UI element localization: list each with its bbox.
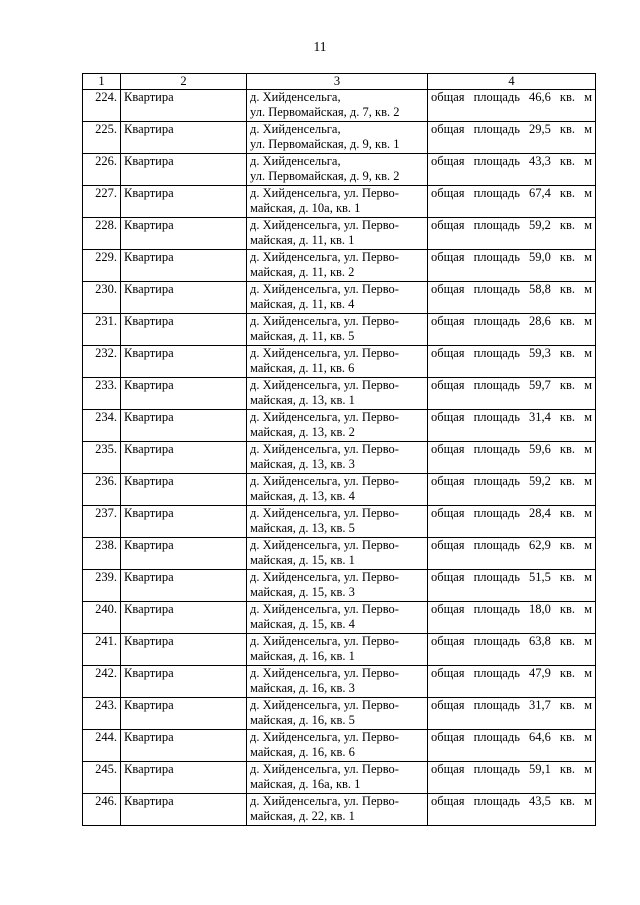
address-line: д. Хийденсельга, ул. Перво- [250,282,399,296]
address-line: ул. Первомайская, д. 9, кв. 1 [250,136,400,151]
row-number: 228. [83,218,121,250]
property-address [247,378,428,410]
property-area: общая площадь 59,7 кв. м [428,378,596,410]
property-area: общая площадь 64,6 кв. м [428,730,596,762]
address-line: майская, д. 11, кв. 2 [250,264,355,279]
property-area: общая площадь 31,4 кв. м [428,410,596,442]
property-type: Квартира [121,538,247,570]
property-area: общая площадь 59,0 кв. м [428,250,596,282]
column-header-area: 4 [428,74,596,90]
property-area: общая площадь 29,5 кв. м [428,122,596,154]
property-area: общая площадь 47,9 кв. м [428,666,596,698]
table-row [83,698,596,730]
row-number: 238. [83,538,121,570]
property-type: Квартира [121,666,247,698]
column-header-number: 1 [83,74,121,90]
address-line: майская, д. 13, кв. 5 [250,520,355,535]
property-address [247,410,428,442]
table-row [83,282,596,314]
address-line: майская, д. 15, кв. 1 [250,552,355,567]
table-row [83,186,596,218]
address-line: майская, д. 16, кв. 1 [250,648,355,663]
address-line: д. Хийденсельга, [250,90,341,104]
row-number: 240. [83,602,121,634]
page-number: 11 [313,39,327,54]
property-area: общая площадь 59,6 кв. м [428,442,596,474]
address-line: д. Хийденсельга, ул. Перво- [250,218,399,232]
address-line: майская, д. 16, кв. 5 [250,712,355,727]
column-header-type: 2 [121,74,247,90]
property-type: Квартира [121,410,247,442]
address-line: ул. Первомайская, д. 7, кв. 2 [250,104,400,119]
property-address [247,122,428,154]
property-address [247,506,428,538]
address-line: майская, д. 16, кв. 3 [250,680,355,695]
property-area: общая площадь 62,9 кв. м [428,538,596,570]
property-type: Квартира [121,506,247,538]
address-line: д. Хийденсельга, ул. Перво- [250,314,399,328]
table-row [83,634,596,666]
address-line: майская, д. 11, кв. 1 [250,232,355,247]
property-address [247,762,428,794]
table-row [83,538,596,570]
property-address [247,346,428,378]
property-address [247,218,428,250]
property-address [247,90,428,122]
table-row [83,762,596,794]
table-row [83,570,596,602]
property-address [247,442,428,474]
property-type: Квартира [121,346,247,378]
property-area: общая площадь 59,1 кв. м [428,762,596,794]
property-type: Квартира [121,602,247,634]
row-number: 242. [83,666,121,698]
address-line: д. Хийденсельга, ул. Перво- [250,506,399,520]
address-line: майская, д. 13, кв. 1 [250,392,355,407]
property-address [247,570,428,602]
row-number: 236. [83,474,121,506]
address-line: майская, д. 11, кв. 6 [250,360,355,375]
address-line: майская, д. 16, кв. 6 [250,744,355,759]
property-address [247,730,428,762]
row-number: 234. [83,410,121,442]
property-address [247,666,428,698]
property-area: общая площадь 28,4 кв. м [428,506,596,538]
property-area: общая площадь 46,6 кв. м [428,90,596,122]
row-number: 243. [83,698,121,730]
property-area: общая площадь 18,0 кв. м [428,602,596,634]
row-number: 229. [83,250,121,282]
row-number: 241. [83,634,121,666]
address-line: д. Хийденсельга, ул. Перво- [250,378,399,392]
table-row [83,602,596,634]
property-type: Квартира [121,90,247,122]
property-type: Квартира [121,698,247,730]
table-row [83,410,596,442]
address-line: д. Хийденсельга, ул. Перво- [250,346,399,360]
property-area: общая площадь 43,5 кв. м [428,794,596,826]
row-number: 225. [83,122,121,154]
property-type: Квартира [121,474,247,506]
property-address [247,602,428,634]
property-type: Квартира [121,762,247,794]
column-header-address: 3 [247,74,428,90]
address-line: майская, д. 15, кв. 3 [250,584,355,599]
property-area: общая площадь 59,3 кв. м [428,346,596,378]
address-line: д. Хийденсельга, ул. Перво- [250,442,399,456]
address-line: д. Хийденсельга, ул. Перво- [250,698,399,712]
address-line: д. Хийденсельга, ул. Перво- [250,570,399,584]
property-type: Квартира [121,122,247,154]
property-address [247,474,428,506]
row-number: 239. [83,570,121,602]
address-line: д. Хийденсельга, ул. Перво- [250,730,399,744]
address-line: д. Хийденсельга, ул. Перво- [250,762,399,776]
table-row [83,90,596,122]
address-line: д. Хийденсельга, ул. Перво- [250,666,399,680]
property-type: Квартира [121,154,247,186]
address-line: д. Хийденсельга, ул. Перво- [250,794,399,808]
row-number: 246. [83,794,121,826]
address-line: д. Хийденсельга, ул. Перво- [250,410,399,424]
property-address [247,314,428,346]
property-table [82,73,596,826]
row-number: 224. [83,90,121,122]
property-area: общая площадь 59,2 кв. м [428,218,596,250]
address-line: майская, д. 13, кв. 4 [250,488,355,503]
address-line: д. Хийденсельга, ул. Перво- [250,474,399,488]
row-number: 226. [83,154,121,186]
address-line: д. Хийденсельга, [250,154,341,168]
property-type: Квартира [121,186,247,218]
table-row [83,442,596,474]
table-row [83,218,596,250]
table-row [83,346,596,378]
table-row [83,122,596,154]
row-number: 227. [83,186,121,218]
property-address [247,698,428,730]
table-row [83,730,596,762]
table-row [83,474,596,506]
address-line: д. Хийденсельга, ул. Перво- [250,250,399,264]
row-number: 237. [83,506,121,538]
property-type: Квартира [121,794,247,826]
address-line: д. Хийденсельга, ул. Перво- [250,634,399,648]
property-area: общая площадь 31,7 кв. м [428,698,596,730]
address-line: д. Хийденсельга, ул. Перво- [250,186,399,200]
table-row [83,314,596,346]
address-line: майская, д. 16а, кв. 1 [250,776,361,791]
row-number: 232. [83,346,121,378]
row-number: 244. [83,730,121,762]
row-number: 233. [83,378,121,410]
address-line: майская, д. 11, кв. 4 [250,296,355,311]
property-type: Квартира [121,570,247,602]
table-row [83,154,596,186]
address-line: майская, д. 13, кв. 3 [250,456,355,471]
row-number: 230. [83,282,121,314]
address-line: майская, д. 13, кв. 2 [250,424,355,439]
table-row [83,378,596,410]
address-line: д. Хийденсельга, ул. Перво- [250,538,399,552]
property-area: общая площадь 58,8 кв. м [428,282,596,314]
property-area: общая площадь 67,4 кв. м [428,186,596,218]
property-type: Квартира [121,442,247,474]
address-line: майская, д. 10а, кв. 1 [250,200,361,215]
address-line: майская, д. 15, кв. 4 [250,616,355,631]
address-line: ул. Первомайская, д. 9, кв. 2 [250,168,400,183]
table-row [83,666,596,698]
property-area: общая площадь 59,2 кв. м [428,474,596,506]
row-number: 231. [83,314,121,346]
property-address [247,634,428,666]
property-type: Квартира [121,730,247,762]
table-row [83,250,596,282]
property-address [247,538,428,570]
address-line: майская, д. 22, кв. 1 [250,808,355,823]
property-address [247,186,428,218]
address-line: д. Хийденсельга, ул. Перво- [250,602,399,616]
property-type: Квартира [121,282,247,314]
property-address [247,282,428,314]
property-area: общая площадь 43,3 кв. м [428,154,596,186]
property-type: Квартира [121,634,247,666]
table-row [83,794,596,826]
row-number: 235. [83,442,121,474]
property-area: общая площадь 63,8 кв. м [428,634,596,666]
property-type: Квартира [121,378,247,410]
address-line: майская, д. 11, кв. 5 [250,328,355,343]
property-area: общая площадь 51,5 кв. м [428,570,596,602]
property-type: Квартира [121,314,247,346]
property-area: общая площадь 28,6 кв. м [428,314,596,346]
row-number: 245. [83,762,121,794]
property-type: Квартира [121,218,247,250]
property-address [247,250,428,282]
property-address [247,794,428,826]
table-row [83,506,596,538]
address-line: д. Хийденсельга, [250,122,341,136]
property-address [247,154,428,186]
table-header-row [83,74,596,90]
property-type: Квартира [121,250,247,282]
